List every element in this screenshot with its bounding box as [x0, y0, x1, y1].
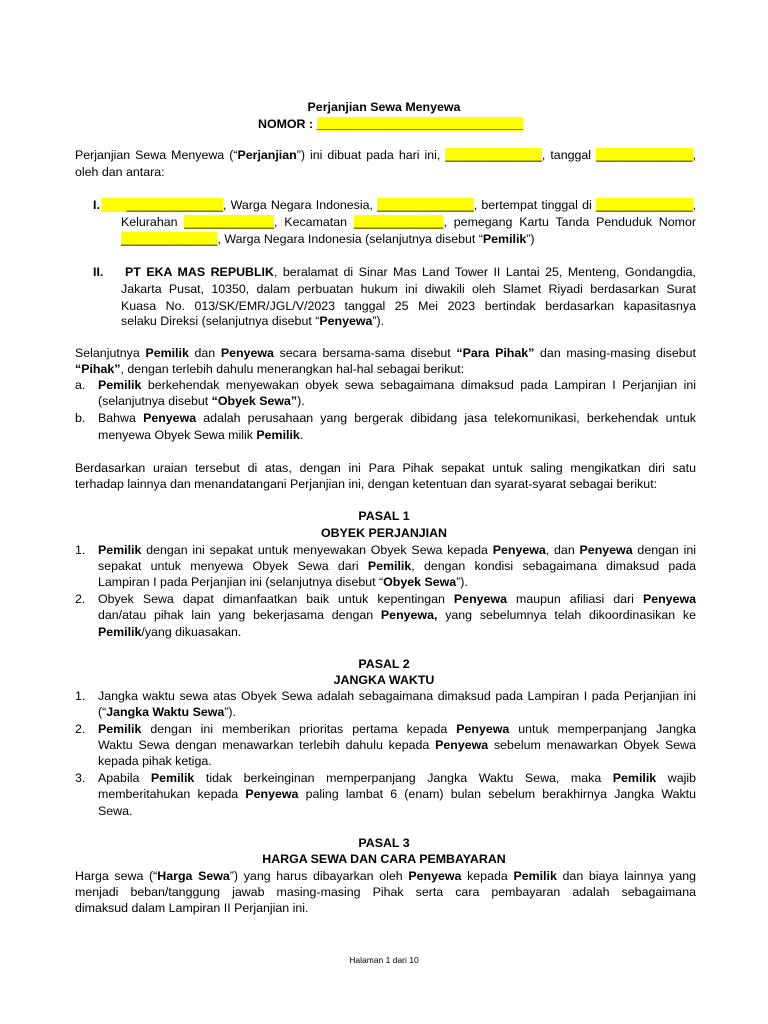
- pasal3-line-2: menjadi beban/tanggung jawab masing-masing Pihak serta cara pembayaran adalah sebagaimana: [75, 885, 696, 899]
- pasal2-heading: PASAL 2: [358, 657, 410, 671]
- pasal2-item2-line-1: Pemilik dengan ini memberikan prioritas pertama kepada Penyewa untuk memperpanjang Jangka: [98, 722, 696, 736]
- intro-line-2: oleh dan antara:: [75, 165, 165, 179]
- pasal1-item1-line-2: sepakat untuk menyewa Obyek Sewa dari Pemilik, dengan kondisi sebagaimana dimaksud pada: [98, 559, 696, 573]
- nomor-blank[interactable]: ______________________________: [316, 117, 524, 131]
- recital-b-line-1: Bahwa Penyewa adalah perusahaan yang bergerak dibidang jasa telekomunikasi, berkehendak untuk: [98, 411, 696, 425]
- pasal2-item2-line-3: kepada pihak ketiga.: [98, 754, 212, 768]
- pasal1-item1-line-3: Lampiran I pada Perjanjian ini (selanjutnya disebut “Obyek Sewa”).: [98, 575, 468, 589]
- party1-line-1: ______________, Warga Negara Indonesia, ______________, bertempat tinggal di ______________,: [101, 197, 696, 214]
- recital-a-marker: a.: [75, 378, 86, 392]
- party1-line-2: Kelurahan _____________, Kecamatan _____________, pemegang Kartu Tanda Penduduk Nomor: [121, 215, 696, 229]
- party1-address-blank[interactable]: ______________: [596, 198, 693, 212]
- party1-number: I.: [93, 198, 100, 212]
- recital-line-2: “Pihak”, dengan terlebih dahulu menerangkan hal-hal sebagai berikut:: [75, 362, 465, 376]
- page-footer: Halaman 1 dari 10: [349, 955, 419, 965]
- pasal2-item3-line-3: Sewa.: [98, 804, 133, 818]
- kelurahan-blank[interactable]: _____________: [184, 215, 274, 229]
- ktp-blank[interactable]: ______________: [121, 232, 218, 246]
- pasal2-item3-line-1: Apabila Pemilik tidak berkeinginan memperpanjang Jangka Waktu Sewa, maka Pemilik wajib: [98, 771, 696, 785]
- pasal1-item2-line-3: Pemilik/yang dikuasakan.: [98, 625, 242, 639]
- pasal2-item1-line-1: Jangka waktu sewa atas Obyek Sewa adalah sebagaimana dimaksud pada Lampiran I pada Perjanjian ini: [98, 689, 696, 703]
- pasal2-item3-number: 3.: [75, 771, 86, 785]
- pasal1-item2-number: 2.: [75, 592, 86, 606]
- pasal1-item2-line-1: Obyek Sewa dapat dimanfaatkan baik untuk kepentingan Penyewa maupun afiliasi dari Penyewa: [98, 592, 696, 606]
- pasal1-item2-line-2: dan/atau pihak lain yang bekerjasama dengan Penyewa, yang sebelumnya telah dikoordinasikan ke: [98, 608, 696, 622]
- intro-line-1: Perjanjian Sewa Menyewa (“Perjanjian”) ini dibuat pada hari ini, ______________, tanggal ______________,: [75, 148, 697, 162]
- pasal2-item3-line-2: memberitahukan kepada Penyewa paling lambat 6 (enam) bulan sebelum berakhirnya Jangka Waktu: [98, 787, 697, 801]
- pasal1-subheading: OBYEK PERJANJIAN: [321, 526, 447, 540]
- document-title: Perjanjian Sewa Menyewa: [307, 100, 461, 114]
- pasal2-item2-line-2: Waktu Sewa dengan menawarkan terlebih dahulu kepada Penyewa sebelum menawarkan Obyek Sewa: [98, 738, 696, 752]
- pasal2-subheading: JANGKA WAKTU: [333, 673, 435, 687]
- party2-line-1: PT EKA MAS REPUBLIK, beralamat di Sinar Mas Land Tower II Lantai 25, Menteng, Gondangdia,: [125, 265, 696, 279]
- pasal3-heading: PASAL 3: [358, 836, 410, 850]
- pasal2-item1-number: 1.: [75, 689, 86, 703]
- pasal3-line-1: Harga sewa (“Harga Sewa”) yang harus dibayarkan oleh Penyewa kepada Pemilik dan biaya lainnya yang: [75, 869, 696, 883]
- pasal1-item1-line-1: Pemilik dengan ini sepakat untuk menyewakan Obyek Sewa kepada Penyewa, dan Penyewa dengan ini: [98, 543, 696, 557]
- company-name: PT EKA MAS REPUBLIK: [125, 265, 274, 279]
- recital-a-line-1: Pemilik berkehendak menyewakan obyek sewa sebagaimana dimaksud pada Lampiran I Perjanjian ini: [98, 378, 696, 392]
- basis-line-1: Berdasarkan uraian tersebut di atas, dengan ini Para Pihak sepakat untuk saling mengikatkan diri satu: [75, 461, 696, 475]
- recital-line-1: Selanjutnya Pemilik dan Penyewa secara bersama-sama disebut “Para Pihak” dan masing-masing disebut: [75, 346, 696, 360]
- party2-line-3: Kuasa No. 013/SK/EMR/JGL/V/2023 tanggal 25 Mei 2023 bertindak berdasarkan kapasitasnya: [121, 299, 696, 313]
- party1-name-blank[interactable]: ______________: [101, 198, 223, 212]
- pasal1-heading: PASAL 1: [358, 509, 410, 523]
- pasal3-subheading: HARGA SEWA DAN CARA PEMBAYARAN: [262, 852, 506, 866]
- nomor-line: [258, 116, 523, 133]
- kecamatan-blank[interactable]: _____________: [353, 215, 444, 229]
- party2-line-2: Jakarta Pusat, 10350, dalam perbuatan hukum ini diwakili oleh Slamet Riyadi berdasarkan Surat: [121, 282, 696, 296]
- pasal3-line-3: dimaksud dalam Lampiran II Perjanjian ini.: [75, 901, 309, 915]
- party1-nationality-blank[interactable]: ______________: [377, 198, 474, 212]
- pasal2-item1-line-2: (“Jangka Waktu Sewa”).: [98, 705, 236, 719]
- tanggal-blank[interactable]: ______________: [596, 148, 693, 162]
- recital-b-line-2: menyewa Obyek Sewa milik Pemilik.: [98, 428, 304, 442]
- recital-a-line-2: (selanjutnya disebut “Obyek Sewa”).: [98, 394, 305, 408]
- hari-blank[interactable]: ______________: [445, 148, 542, 162]
- party2-line-4: selaku Direksi (selanjutnya disebut “Penyewa”).: [121, 314, 385, 328]
- party2-number: II.: [93, 265, 104, 279]
- pasal1-item1-number: 1.: [75, 543, 86, 557]
- nomor-label: NOMOR :: [258, 117, 314, 131]
- basis-line-2: terhadap lainnya dan menandatangani Perjanjian ini, dengan ketentuan dan syarat-syarat sebagai berikut:: [75, 477, 658, 491]
- recital-b-marker: b.: [75, 411, 86, 425]
- pasal2-item2-number: 2.: [75, 722, 86, 736]
- party1-line-3: ______________, Warga Negara Indonesia (selanjutnya disebut “Pemilik”): [121, 232, 535, 246]
